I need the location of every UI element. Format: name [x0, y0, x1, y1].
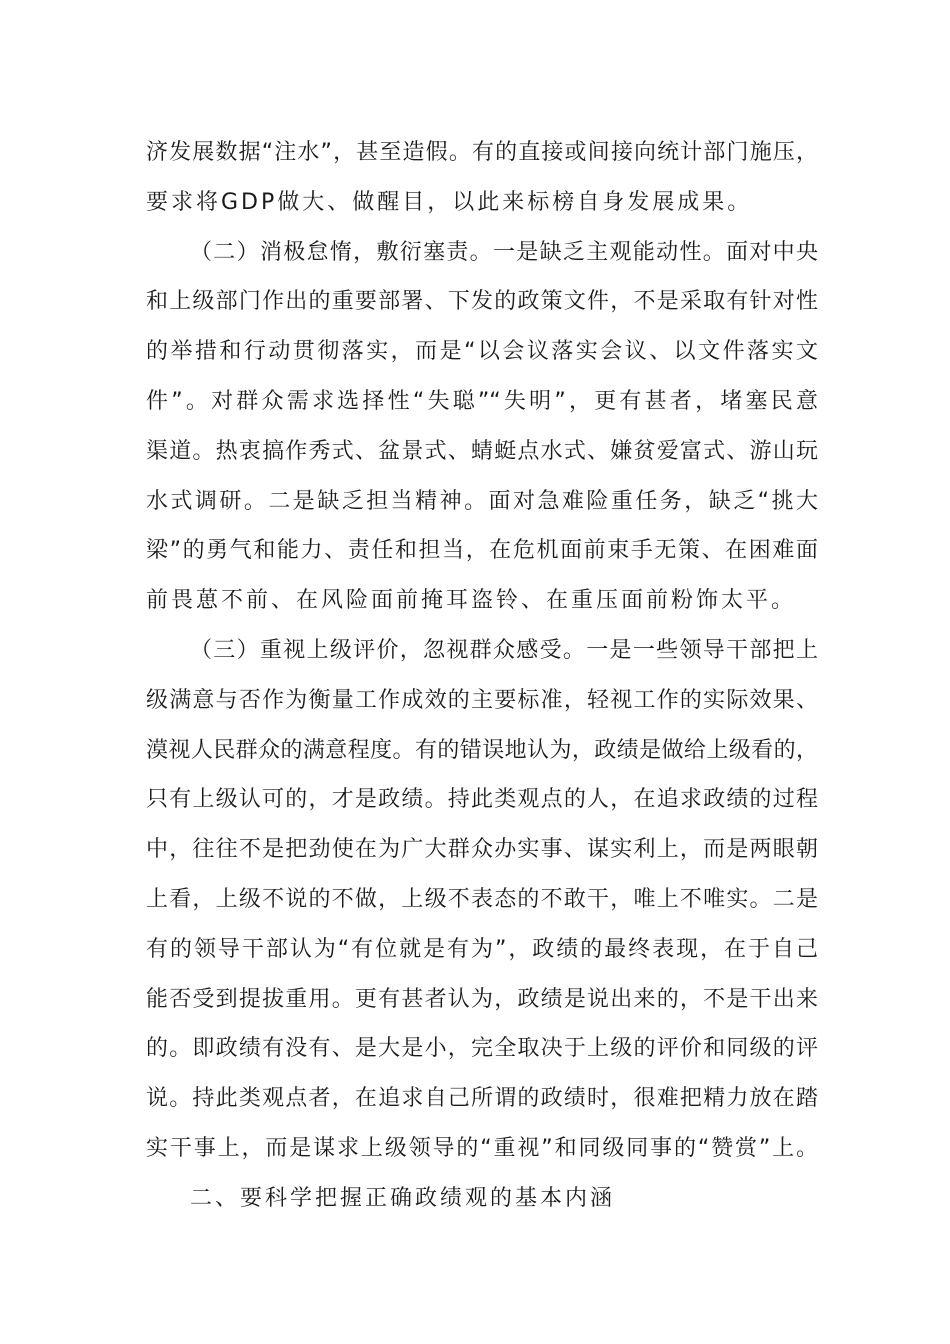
- section-heading-3-line: （三）重视上级评价，忽视群众感受。一是一些领导干部把上: [190, 637, 818, 663]
- text-line-10: 前畏葸不前、在风险面前掩耳盗铃、在重压面前粉饰太平。: [146, 588, 797, 614]
- body-text: [146, 128, 818, 1224]
- section-heading-2-line: （二）消极怠惰，敷衍塞责。一是缺乏主观能动性。面对中央: [190, 239, 818, 265]
- text-line-1: 济发展数据“注水”，甚至造假。有的直接或间接向统计部门施压，: [146, 140, 818, 165]
- text-line-2: 要求将GDP做大、做醒目，以此来标榜自身发展成果。: [146, 189, 753, 215]
- text-line-19: 的。即政绩有没有、是大是小，完全取决于上级的评价和同级的评: [146, 1036, 818, 1062]
- text-line-13: 漠视人民群众的满意程度。有的错误地认为，政绩是做给上级看的，: [146, 737, 818, 763]
- text-line-21: 实干事上，而是谋求上级领导的“重视”和同级同事的“赞赏”上。: [146, 1135, 818, 1161]
- text-line-7: 渠道。热衷搞作秀式、盆景式、蜻蜓点水式、嫌贫爱富式、游山玩: [146, 438, 818, 464]
- text-line-5: 的举措和行动贯彻落实，而是“以会议落实会议、以文件落实文: [146, 339, 818, 365]
- text-line-9: 梁”的勇气和能力、责任和担当，在危机面前束手无策、在困难面: [146, 538, 818, 564]
- text-line-12: 级满意与否作为衡量工作成效的主要标准，轻视工作的实际效果、: [146, 687, 818, 713]
- text-line-15: 中，往往不是把劲使在为广大群众办实事、谋实利上，而是两眼朝: [146, 837, 818, 863]
- text-line-17: 有的领导干部认为“有位就是有为”，政绩的最终表现，在于自己: [146, 936, 818, 962]
- text-line-4: 和上级部门作出的重要部署、下发的政策文件，不是采取有针对性: [146, 289, 818, 315]
- text-line-20: 说。持此类观点者，在追求自己所谓的政绩时，很难把精力放在踏: [146, 1086, 818, 1112]
- text-line-8: 水式调研。二是缺乏担当精神。面对急难险重任务，缺乏“挑大: [146, 488, 818, 514]
- text-line-14: 只有上级认可的，才是政绩。持此类观点的人，在追求政绩的过程: [146, 787, 818, 813]
- text-line-18: 能否受到提拔重用。更有甚者认为，政绩是说出来的，不是干出来: [146, 986, 818, 1012]
- text-line-16: 上看，上级不说的不做，上级不表态的不敢干，唯上不唯实。二是: [146, 886, 818, 912]
- chapter-heading-2: 二、要科学把握正确政绩观的基本内涵: [190, 1185, 616, 1211]
- text-line-6: 件”。对群众需求选择性“失聪”“失明”，更有甚者，堵塞民意: [146, 388, 818, 414]
